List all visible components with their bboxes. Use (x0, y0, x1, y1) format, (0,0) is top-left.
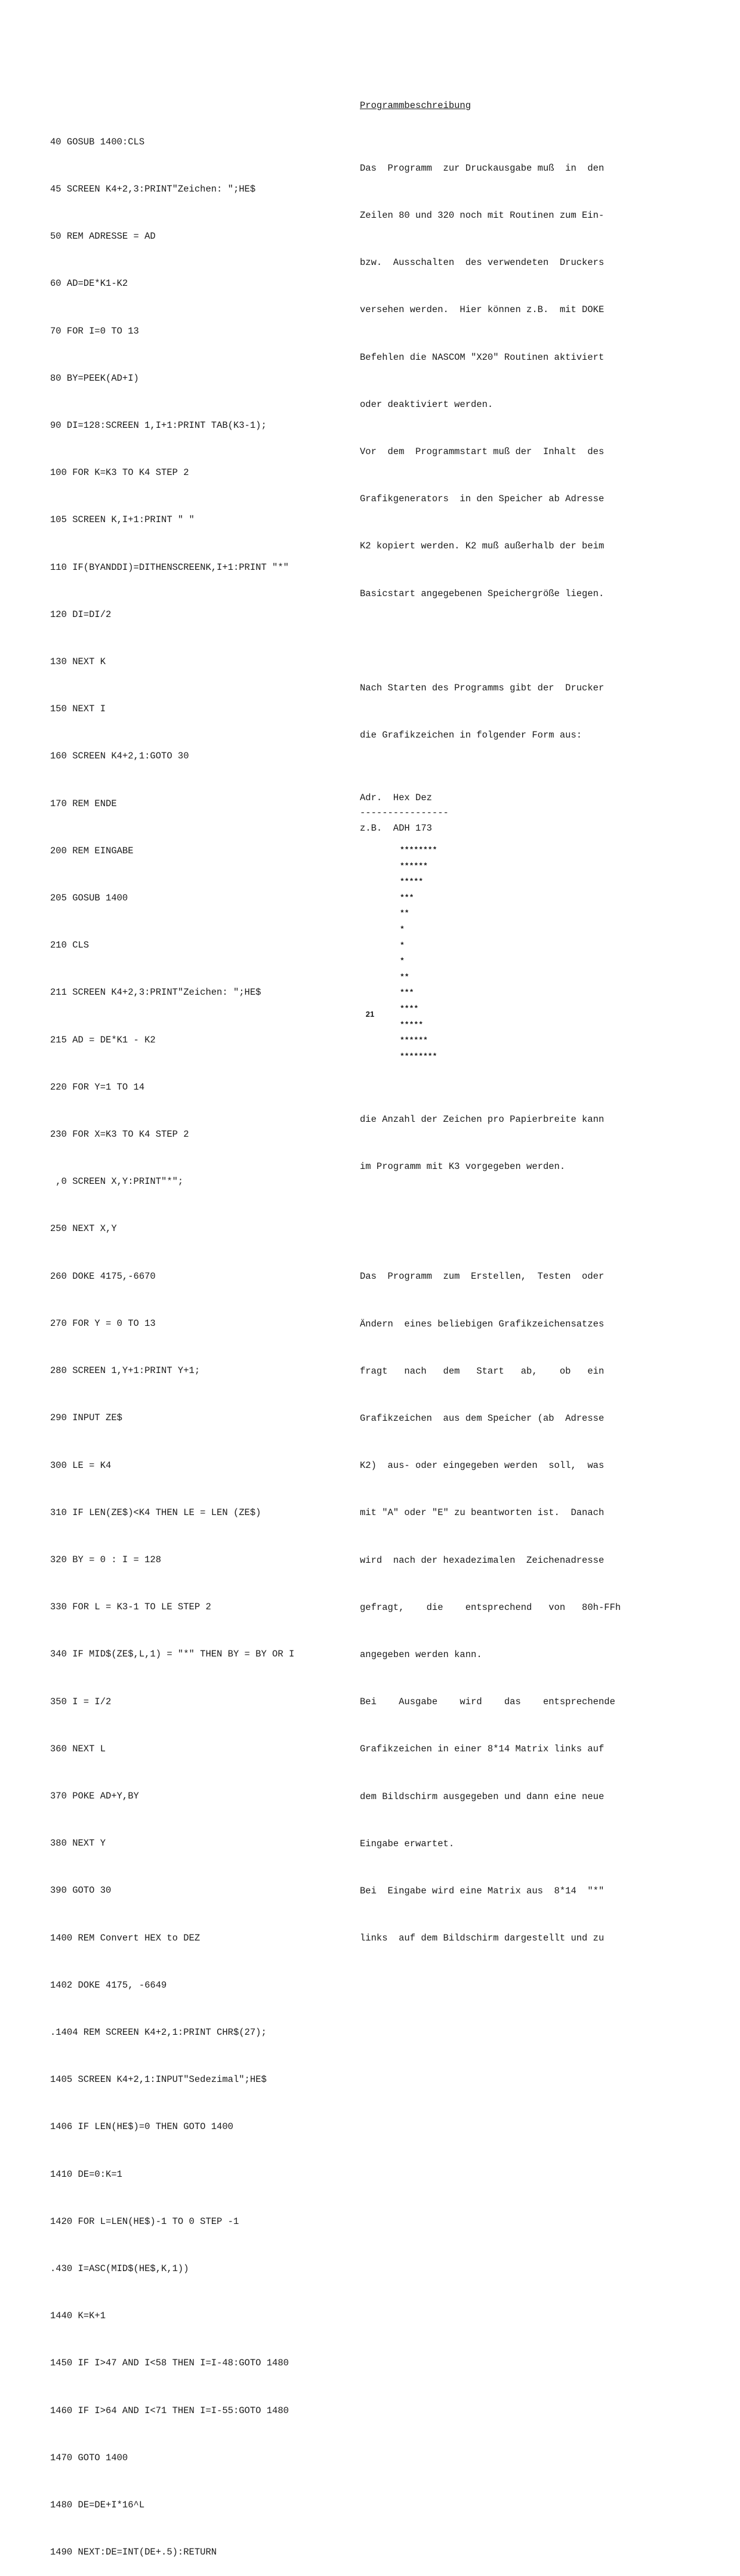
code-line: 60 AD=DE*K1-K2 (50, 278, 128, 289)
text-line: Befehlen die NASCOM "X20" Routinen aktiviert (360, 351, 605, 363)
code-line: 1410 DE=0:K=1 (50, 2168, 122, 2180)
code-line: 1400 REM Convert HEX to DEZ (50, 1932, 201, 1943)
code-line: 130 NEXT K (50, 656, 106, 668)
text-line: Zeilen 80 und 320 noch mit Routinen zum Ein- (360, 210, 605, 221)
code-line: 215 AD = DE*K1 - K2 (50, 1034, 156, 1045)
paragraph-k3 (360, 1080, 646, 1206)
matrix-row: ** (400, 972, 409, 982)
paragraph-editor (360, 1238, 646, 1978)
code-line: 1480 DE=DE+I*16^L (50, 2499, 145, 2510)
text-line: Bei Eingabe wird eine Matrix aus 8*14 "*" (360, 1886, 605, 1897)
matrix-row: * (400, 940, 405, 950)
text-line: K2) aus- oder eingegeben werden soll, was (360, 1460, 605, 1471)
code-line: 340 IF MID$(ZE$,L,1) = "*" THEN BY = BY OR I (50, 1649, 295, 1660)
text-line: Grafikgenerators in den Speicher ab Adresse (360, 493, 605, 505)
code-line: 50 REM ADRESSE = AD (50, 231, 156, 242)
matrix-row: **** (400, 1004, 419, 1013)
code-line: 220 FOR Y=1 TO 14 (50, 1081, 145, 1093)
code-line: 250 NEXT X,Y (50, 1223, 117, 1235)
text-line: gefragt, die entsprechend von 80h-FFh (360, 1602, 621, 1613)
matrix-row: ******** (400, 846, 437, 855)
text-line: angegeben werden kann. (360, 1649, 482, 1661)
matrix-row: ******** (400, 1051, 437, 1061)
text-line: fragt nach dem Start ab, ob ein (360, 1365, 605, 1377)
text-line: mit "A" oder "E" zu beantworten ist. Danach (360, 1507, 605, 1519)
paragraph-intro (360, 129, 646, 633)
code-line: 200 REM EINGABE (50, 845, 134, 856)
section-heading: Programmbeschreibung (360, 100, 471, 111)
text-line: im Programm mit K3 vorgegeben werden. (360, 1161, 566, 1173)
code-line: 320 BY = 0 : I = 128 (50, 1554, 162, 1565)
table-header: Adr. Hex Dez (360, 792, 432, 804)
code-line: 40 GOSUB 1400:CLS (50, 136, 145, 147)
matrix-row: *** (400, 893, 414, 902)
text-line: die Grafikzeichen in folgender Form aus: (360, 729, 582, 741)
text-line: bzw. Ausschalten des verwendeten Druckers (360, 257, 605, 269)
code-line: 205 GOSUB 1400 (50, 893, 128, 904)
text-line: links auf dem Bildschirm dargestellt und zu (360, 1933, 605, 1944)
code-line: 160 SCREEN K4+2,1:GOTO 30 (50, 751, 189, 762)
code-line: 350 I = I/2 (50, 1696, 112, 1707)
text-line: Grafikzeichen aus dem Speicher (ab Adresse (360, 1413, 605, 1424)
code-line: 390 GOTO 30 (50, 1885, 112, 1896)
code-line: .430 I=ASC(MID$(HE$,K,1)) (50, 2263, 189, 2274)
example-line: z.B. ADH 173 (360, 823, 432, 834)
code-line: ,0 SCREEN X,Y:PRINT"*"; (50, 1176, 184, 1187)
text-line: Basicstart angegebenen Speichergröße liegen. (360, 588, 605, 599)
code-line: 70 FOR I=0 TO 13 (50, 325, 139, 337)
text-line: die Anzahl der Zeichen pro Papierbreite kann (360, 1114, 605, 1125)
code-line: 260 DOKE 4175,-6670 (50, 1270, 156, 1282)
code-line: 1470 GOTO 1400 (50, 2452, 128, 2463)
text-line: Ändern eines beliebigen Grafikzeichensatzes (360, 1318, 605, 1329)
text-line: oder deaktiviert werden. (360, 399, 494, 410)
code-line: 1402 DOKE 4175, -6649 (50, 1979, 167, 1991)
matrix-row: * (400, 925, 405, 934)
character-matrix (400, 843, 646, 1065)
program-description (360, 98, 646, 1977)
code-line: 1406 IF LEN(HE$)=0 THEN GOTO 1400 (50, 2121, 233, 2133)
code-line: 300 LE = K4 (50, 1460, 112, 1471)
code-line: 210 CLS (50, 940, 90, 951)
code-line: 100 FOR K=K3 TO K4 STEP 2 (50, 467, 189, 479)
divider: ---------------- (360, 807, 449, 819)
code-line: 170 REM ENDE (50, 798, 117, 809)
text-line: K2 kopiert werden. K2 muß außerhalb der beim (360, 541, 605, 552)
code-line: 90 DI=128:SCREEN 1,I+1:PRINT TAB(K3-1); (50, 420, 267, 431)
matrix-row: * (400, 957, 405, 966)
code-line: 1460 IF I>64 AND I<71 THEN I=I-55:GOTO 1480 (50, 2405, 289, 2416)
matrix-row: ***** (400, 877, 424, 887)
matrix-row: ***** (400, 1020, 424, 1029)
text-line: Bei Ausgabe wird das entsprechende (360, 1696, 615, 1708)
code-line: 360 NEXT L (50, 1743, 106, 1754)
code-line: 105 SCREEN K,I+1:PRINT " " (50, 514, 195, 526)
code-line: 80 BY=PEEK(AD+I) (50, 372, 139, 384)
text-line: Nach Starten des Programms gibt der Drucker (360, 682, 605, 693)
text-line: wird nach der hexadezimalen Zeichenadresse (360, 1554, 605, 1566)
matrix-row: ****** (400, 861, 428, 871)
code-line: 1440 K=K+1 (50, 2310, 106, 2322)
code-line: 310 IF LEN(ZE$)<K4 THEN LE = LEN (ZE$) (50, 1507, 261, 1518)
code-line: 150 NEXT I (50, 704, 106, 715)
code-line: 1490 NEXT:DE=INT(DE+.5):RETURN (50, 2547, 217, 2558)
text-line: Das Programm zum Erstellen, Testen oder (360, 1271, 605, 1282)
code-line: 1450 IF I>47 AND I<58 THEN I=I-48:GOTO 1480 (50, 2358, 289, 2369)
matrix-row: ****** (400, 1036, 428, 1045)
matrix-row: ** (400, 909, 409, 918)
code-line: 45 SCREEN K4+2,3:PRINT"Zeichen: ";HE$ (50, 184, 256, 195)
code-line: 1405 SCREEN K4+2,1:INPUT"Sedezimal";HE$ (50, 2074, 267, 2086)
code-line: .1404 REM SCREEN K4+2,1:PRINT CHR$(27); (50, 2026, 267, 2038)
text-line: Vor dem Programmstart muß der Inhalt des (360, 446, 605, 458)
code-line: 270 FOR Y = 0 TO 13 (50, 1318, 156, 1329)
code-line: 211 SCREEN K4+2,3:PRINT"Zeichen: ";HE$ (50, 987, 261, 998)
code-line: 1420 FOR L=LEN(HE$)-1 TO 0 STEP -1 (50, 2216, 239, 2227)
text-line: Das Programm zur Druckausgabe muß in den (360, 162, 605, 174)
code-line: 230 FOR X=K3 TO K4 STEP 2 (50, 1129, 189, 1140)
code-line: 380 NEXT Y (50, 1838, 106, 1849)
code-line: 280 SCREEN 1,Y+1:PRINT Y+1; (50, 1365, 201, 1377)
code-listing (50, 103, 349, 2576)
text-line: Eingabe erwartet. (360, 1838, 455, 1849)
text-line: dem Bildschirm ausgegeben und dann eine neue (360, 1791, 605, 1802)
matrix-row: *** (400, 988, 414, 998)
text-line: Grafikzeichen in einer 8*14 Matrix links auf (360, 1744, 605, 1755)
code-line: 290 INPUT ZE$ (50, 1412, 122, 1424)
code-line: 120 DI=DI/2 (50, 609, 112, 620)
text-line: versehen werden. Hier können z.B. mit DOKE (360, 304, 605, 316)
paragraph-start (360, 649, 646, 775)
code-line: 370 POKE AD+Y,BY (50, 1790, 139, 1801)
page-number: 21 (365, 1010, 375, 1019)
code-line: 330 FOR L = K3-1 TO LE STEP 2 (50, 1602, 211, 1613)
code-line: 110 IF(BYANDDI)=DITHENSCREENK,I+1:PRINT "*" (50, 562, 289, 573)
